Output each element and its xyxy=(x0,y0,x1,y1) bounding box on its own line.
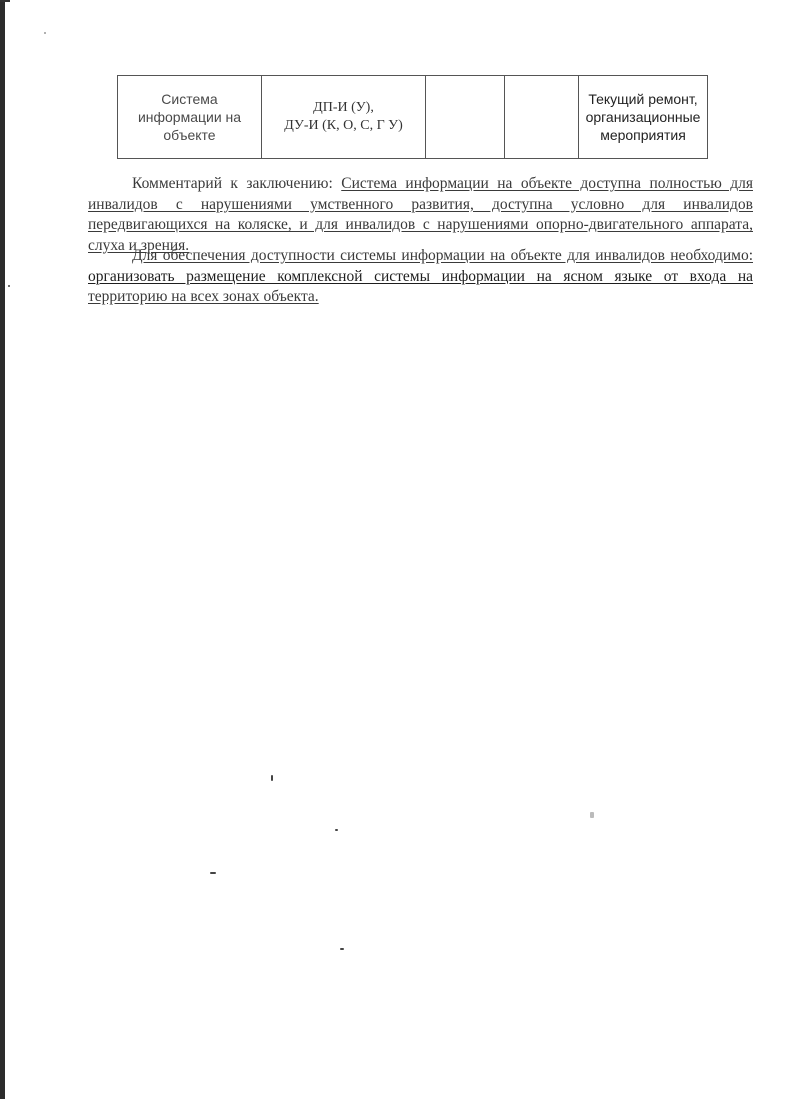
cell-empty-1 xyxy=(426,76,505,159)
recommendation-paragraph xyxy=(88,246,753,308)
recommendation-line-2: организовать размещение комплексной системы информации на ясном языке от входа на xyxy=(88,267,753,285)
scan-page-corner xyxy=(0,0,10,24)
comment-text: Система информации на объекте доступна полностью для xyxy=(341,175,753,192)
scan-page-edge xyxy=(0,0,5,1099)
scan-speck xyxy=(590,812,594,818)
scan-speck xyxy=(335,829,338,831)
comment-line-2: инвалидов с нарушениями умственного развития, доступна условно для инвалидов xyxy=(88,195,753,213)
recommendation-line-3: территорию на всех зонах объекта. xyxy=(88,288,319,305)
comment-line-3: передвигающихся на коляске, и для инвалидов с нарушениями опорно-двигательного аппарата, xyxy=(88,216,753,233)
comment-paragraph xyxy=(88,174,753,256)
scan-speck xyxy=(271,775,273,781)
cell-accessibility-status: ДП-И (У), ДУ-И (К, О, С, Г У) xyxy=(262,76,426,159)
cell-empty-2 xyxy=(505,76,579,159)
scan-speck xyxy=(44,32,46,34)
comment-line-4: слуха и зрения. xyxy=(88,236,190,254)
scan-speck xyxy=(340,948,344,950)
cell-element-name: Система информации на объекте xyxy=(118,76,262,159)
cell-work-type: Текущий ремонт, организационные мероприятия xyxy=(579,76,708,159)
scan-speck xyxy=(210,872,216,874)
conclusion-table xyxy=(117,75,708,159)
recommendation-line-1: Для обеспечения доступности системы информации на объекте для инвалидов необходимо: xyxy=(132,247,753,264)
comment-label: Комментарий к заключению: xyxy=(132,175,342,192)
table-row xyxy=(118,76,708,159)
scan-speck xyxy=(8,285,10,287)
